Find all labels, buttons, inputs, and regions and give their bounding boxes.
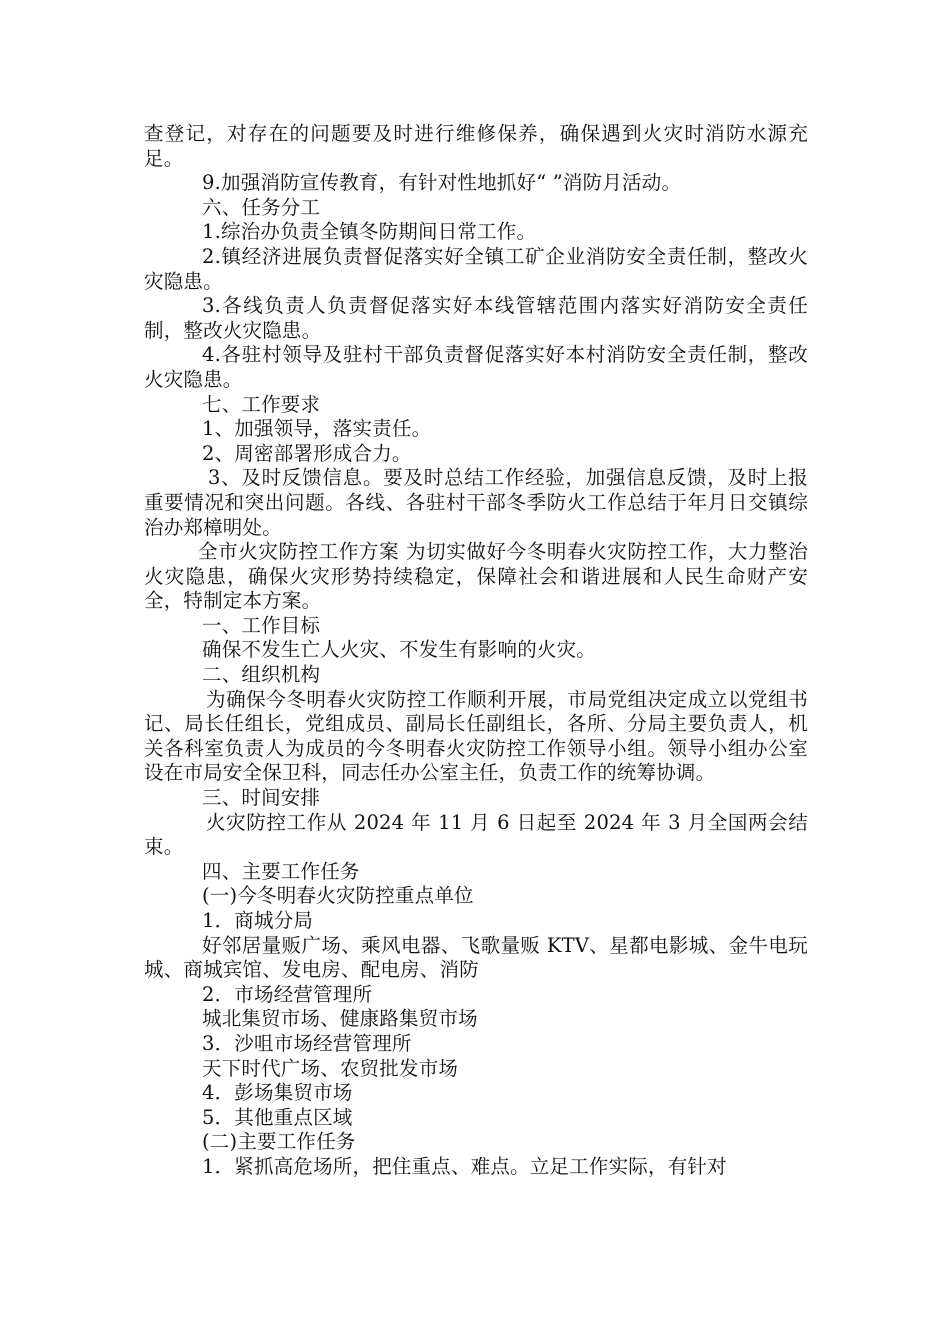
paragraph: 1．商城分局: [202, 909, 314, 932]
paragraph: 4.各驻村领导及驻村干部负责督促落实好本村消防安全责任制，整改火灾隐患。: [144, 343, 808, 391]
paragraph: 天下时代广场、农贸批发市场: [202, 1056, 459, 1080]
paragraph: 城北集贸市场、健康路集贸市场: [202, 1007, 478, 1031]
paragraph: (一)今冬明春火灾防控重点单位: [202, 884, 474, 908]
paragraph: 三、时间安排: [202, 786, 321, 810]
paragraph: 1．紧抓高危场所，把住重点、难点。立足工作实际，有针对: [202, 1154, 727, 1178]
paragraph: 好邻居量贩广场、乘风电器、飞歌量贩 KTV、星都电影城、金牛电玩城、商城宾馆、发电房、配电房、消防: [144, 933, 808, 982]
paragraph: 查登记，对存在的问题要及时进行维修保养，确保遇到火灾时消防水源充足。: [144, 122, 808, 170]
paragraph: 1.综治办负责全镇冬防期间日常工作。: [202, 220, 537, 244]
paragraph: 5．其他重点区域: [202, 1105, 353, 1129]
paragraph: 全市火灾防控工作方案 为切实做好今冬明春火灾防控工作，大力整治火灾隐患，确保火灾形势持续稳定，保障社会和谐进展和人民生命财产安全，特制定本方案。: [144, 540, 808, 613]
paragraph: 3、及时反馈信息。要及时总结工作经验，加强信息反馈，及时上报重要情况和突出问题。各线、各驻村干部冬季防火工作总结于年月日交镇综治办郑樟明处。: [144, 466, 808, 539]
paragraph: 一、工作目标: [202, 613, 321, 637]
paragraph: 3．沙咀市场经营管理所: [202, 1031, 412, 1055]
paragraph: 火灾防控工作从 2024 年 11 月 6 日起至 2024 年 3 月全国两会结束。: [144, 810, 808, 859]
paragraph: 2、周密部署形成合力。: [202, 441, 412, 465]
paragraph: 4．彭场集贸市场: [202, 1081, 353, 1105]
paragraph: 为确保今冬明春火灾防控工作顺利开展，市局党组决定成立以党组书记、局长任组长，党组成员、副局长任副组长，各所、分局主要负责人，机关各科室负责人为成员的今冬明春火灾防控工作领导小组。领导小组办公室设在市局安全保卫科，同志任办公室主任，负责工作的统筹协调。: [144, 687, 808, 785]
paragraph: 9.加强消防宣传教育，有针对性地抓好“ ”消防月活动。: [202, 171, 682, 195]
paragraph: 四、主要工作任务: [202, 859, 360, 883]
document-body: [144, 122, 808, 1180]
paragraph: 1、加强领导，落实责任。: [202, 417, 432, 441]
paragraph: 2．市场经营管理所: [202, 982, 373, 1006]
paragraph: 2.镇经济进展负责督促落实好全镇工矿企业消防安全责任制，整改火灾隐患。: [144, 244, 808, 293]
paragraph: 二、组织机构: [202, 663, 321, 687]
paragraph: (二)主要工作任务: [202, 1130, 356, 1154]
paragraph: 确保不发生亡人火灾、不发生有影响的火灾。: [202, 638, 597, 662]
paragraph: 六、任务分工: [202, 195, 321, 219]
paragraph: 3.各线负责人负责督促落实好本线管辖范围内落实好消防安全责任制，整改火灾隐患。: [144, 294, 808, 342]
paragraph: 七、工作要求: [202, 392, 321, 416]
